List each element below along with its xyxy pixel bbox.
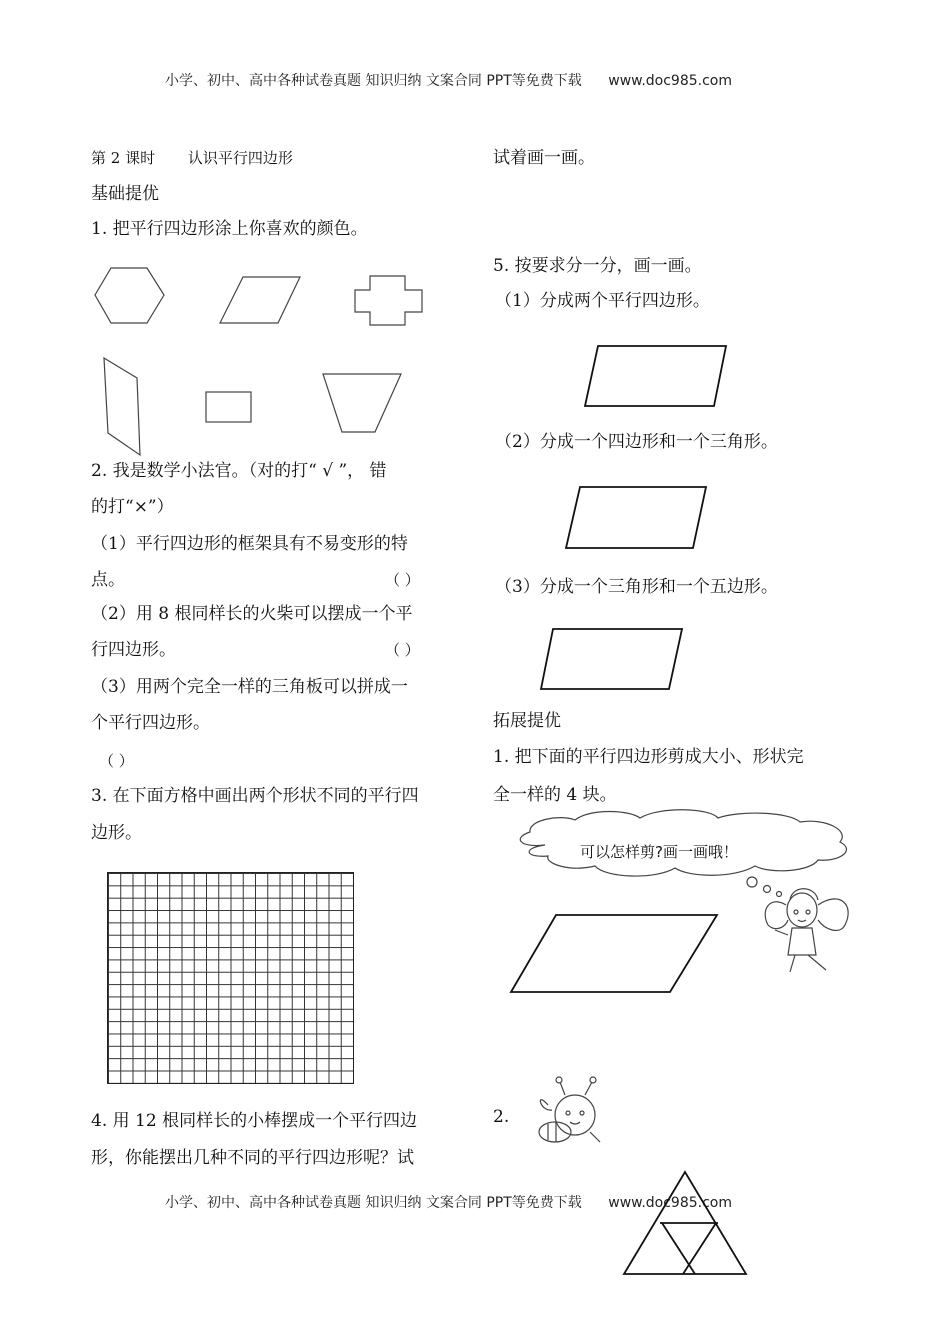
thought-cloud-text: 可以怎样剪?画一画哦！	[580, 843, 738, 861]
section-extension: 拓展提优	[493, 711, 561, 731]
header-site: www.doc985.com	[608, 73, 732, 89]
hexagon-shape[interactable]	[95, 268, 164, 323]
cross-shape[interactable]	[355, 276, 422, 325]
question-5-2: （2）分成一个四边形和一个三角形。	[495, 432, 778, 452]
answer-paren-1[interactable]: （ ）	[385, 571, 420, 589]
parallelogram-shape[interactable]	[220, 277, 300, 323]
thought-bubble-medium	[764, 886, 771, 893]
footer-text: 小学、初中、高中各种试卷真题 知识归纳 文案合同 PPT等免费下载	[165, 1195, 582, 1211]
question-5-1: （1）分成两个平行四边形。	[495, 291, 710, 311]
question-4-line3: 试着画一画。	[493, 148, 595, 168]
question-5: 5. 按要求分一分，画一画。	[493, 256, 702, 276]
question-5-3: （3）分成一个三角形和一个五边形。	[495, 577, 778, 597]
question-4-line2: 形，你能摆出几种不同的平行四边形呢？试	[91, 1148, 414, 1168]
question-2-1a: （1）平行四边形的框架具有不易变形的特	[91, 534, 408, 554]
parallelogram-extension-1[interactable]	[511, 915, 717, 992]
question-2-3a: （3）用两个完全一样的三角板可以拼成一	[91, 677, 408, 697]
question-3-line1: 3. 在下面方格中画出两个形状不同的平行四	[91, 786, 419, 806]
answer-paren-3[interactable]: （ ）	[99, 752, 134, 770]
header-text: 小学、初中、高中各种试卷真题 知识归纳 文案合同 PPT等免费下载	[165, 73, 582, 89]
question-2-line1: 2. 我是数学小法官。（对的打“ √ ”， 错	[91, 461, 387, 481]
thought-bubble-small	[777, 892, 782, 897]
question-3-line2: 边形。	[91, 823, 142, 843]
footer-site: www.doc985.com	[608, 1195, 732, 1211]
thought-bubble-large	[747, 877, 757, 887]
question-1: 1. 把平行四边形涂上你喜欢的颜色。	[91, 219, 368, 239]
parallelogram-5-2[interactable]	[566, 487, 706, 548]
section-basic: 基础提优	[91, 184, 159, 204]
extension-1-line1: 1. 把下面的平行四边形剪成大小、形状完	[493, 747, 804, 767]
trapezoid-shape[interactable]	[323, 374, 401, 432]
extension-2: 2.	[493, 1107, 510, 1127]
question-2-line2: 的打“×”）	[91, 497, 174, 517]
question-2-2a: （2）用 8 根同样长的火柴可以摆成一个平	[91, 604, 413, 624]
triangle-figure[interactable]	[624, 1172, 746, 1274]
parallelogram-5-1[interactable]	[585, 346, 726, 406]
question-2-3b: 个平行四边形。	[91, 713, 210, 733]
tall-parallelogram-shape[interactable]	[104, 358, 140, 455]
rectangle-shape[interactable]	[206, 392, 251, 422]
question-4-line1: 4. 用 12 根同样长的小棒摆成一个平行四边	[91, 1111, 418, 1131]
question-2-2b: 行四边形。	[91, 640, 176, 660]
answer-paren-2[interactable]: （ ）	[385, 641, 420, 659]
parallelogram-5-3[interactable]	[541, 629, 682, 689]
thought-cloud	[520, 810, 846, 876]
lesson-title: 认识平行四边形	[187, 149, 293, 167]
extension-1-line2: 全一样的 4 块。	[493, 785, 617, 805]
fairy-illustration	[765, 889, 848, 972]
lesson-number: 第 2 课时	[91, 149, 156, 167]
bee-illustration	[539, 1077, 600, 1142]
question-2-1b: 点。	[91, 570, 125, 590]
